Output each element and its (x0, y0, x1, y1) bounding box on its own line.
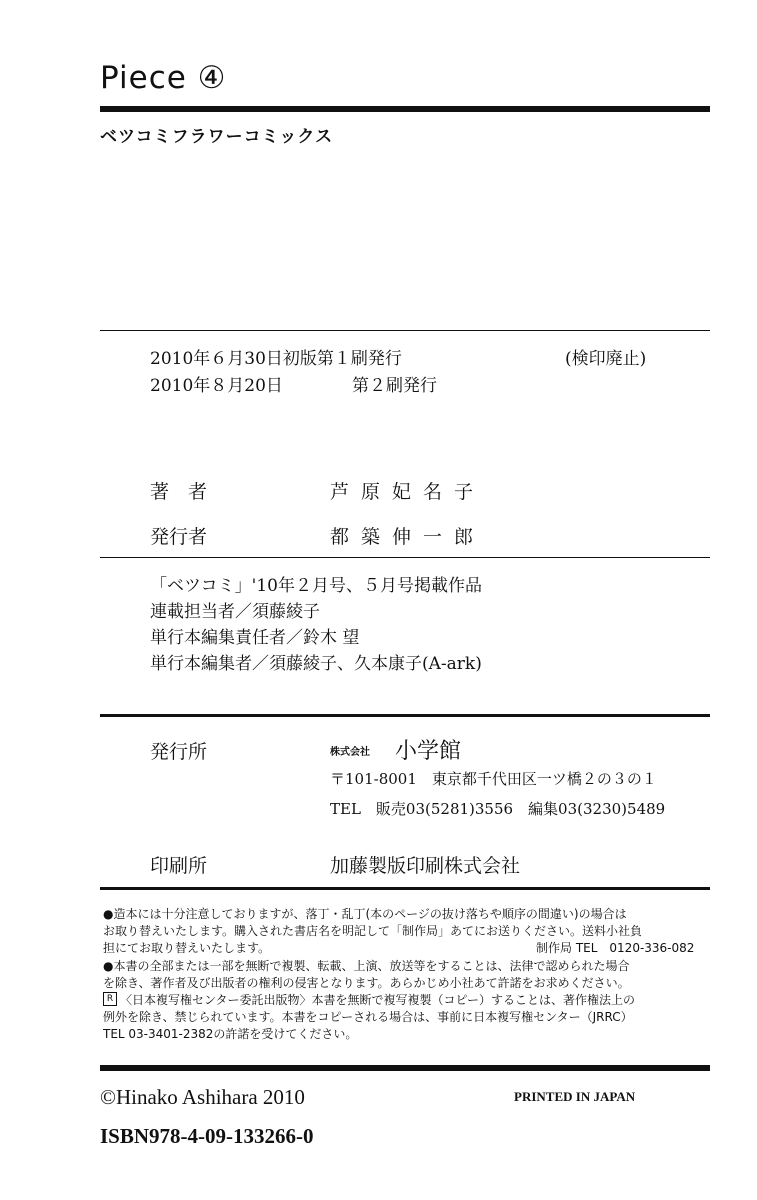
editorial-bottom-rule (100, 714, 710, 717)
first-edition-line: 2010年６月30日初版第１刷発行 (150, 349, 402, 369)
book-title: Piece ④ (100, 60, 227, 96)
footer-top-rule (100, 1065, 710, 1071)
notice-line-7: 例外を除き、禁じられています。本書をコピーされる場合は、事前に日本複写権センター（JRRC） (103, 1010, 633, 1024)
serialization-note: 「ベツコミ」'10年２月号、５月号掲載作品 (150, 576, 482, 596)
second-edition-date: 2010年８月20日 (150, 376, 283, 396)
printer-name: 加藤製版印刷株式会社 (330, 855, 521, 877)
notice-line-5: を除き、著作者及び出版者の権利の侵害となります。あらかじめ小社あて許諾をお求めください。 (103, 976, 630, 990)
notice-top-rule (100, 887, 710, 890)
publisher-address: 〒101-8001 東京都千代田区一ツ橋２の３の１ (330, 770, 657, 788)
notice-line-2: お取り替えいたします。購入された書店名を明記して「制作局」あてにお送りください。送料小社負 (103, 924, 643, 938)
editors: 単行本編集者／須藤綾子、久本康子(A-ark) (150, 654, 482, 674)
chief-editor: 単行本編集責任者／鈴木 望 (150, 628, 360, 648)
publisher-label: 発行所 (150, 741, 208, 763)
printer-label: 印刷所 (150, 855, 208, 877)
notice-line-4: ●本書の全部または一部を無断で複製、転載、上演、放送等をすることは、法律で認められた場合 (103, 959, 630, 973)
seal-abolished-note: (検印廃止) (565, 349, 647, 369)
printed-in-japan: PRINTED IN JAPAN (514, 1089, 636, 1104)
publisher-person-name: 都築伸一郎 (330, 526, 486, 548)
production-tel: 制作局 TEL 0120-336-082 (536, 941, 695, 955)
serial-editor: 連載担当者／須藤綾子 (150, 602, 320, 622)
second-edition-label: 第２刷発行 (352, 376, 437, 396)
publisher-name: 小学館 (395, 739, 462, 764)
isbn: ISBN978-4-09-133266-0 (100, 1124, 314, 1148)
publisher-tel: TEL 販売03(5281)3556 編集03(3230)5489 (330, 800, 666, 818)
dates-top-rule (100, 330, 710, 331)
notice-line-6: 〈日本複写権センター委託出版物〉本書を無断で複写複製（コピー）することは、著作権法上の (120, 993, 636, 1007)
notice-line-3: 担にてお取り替えいたします。 (103, 941, 271, 955)
publisher-person-label: 発行者 (150, 526, 208, 548)
series-label: ベツコミフラワーコミックス (100, 127, 334, 147)
notice-line-8: TEL 03-3401-2382の許諾を受けてください。 (103, 1027, 358, 1041)
r-mark-icon: R (103, 992, 117, 1006)
corp-prefix: 株式会社 (330, 747, 370, 758)
copyright: ©Hinako Ashihara 2010 (100, 1085, 305, 1109)
title-rule (100, 106, 710, 112)
author-name: 芦原妃名子 (330, 481, 486, 503)
author-label: 著 者 (150, 481, 208, 503)
notice-line-1: ●造本には十分注意しておりますが、落丁・乱丁(本のページの抜け落ちや順序の間違い)の場合は (103, 907, 627, 921)
credits-bottom-rule (100, 557, 710, 558)
